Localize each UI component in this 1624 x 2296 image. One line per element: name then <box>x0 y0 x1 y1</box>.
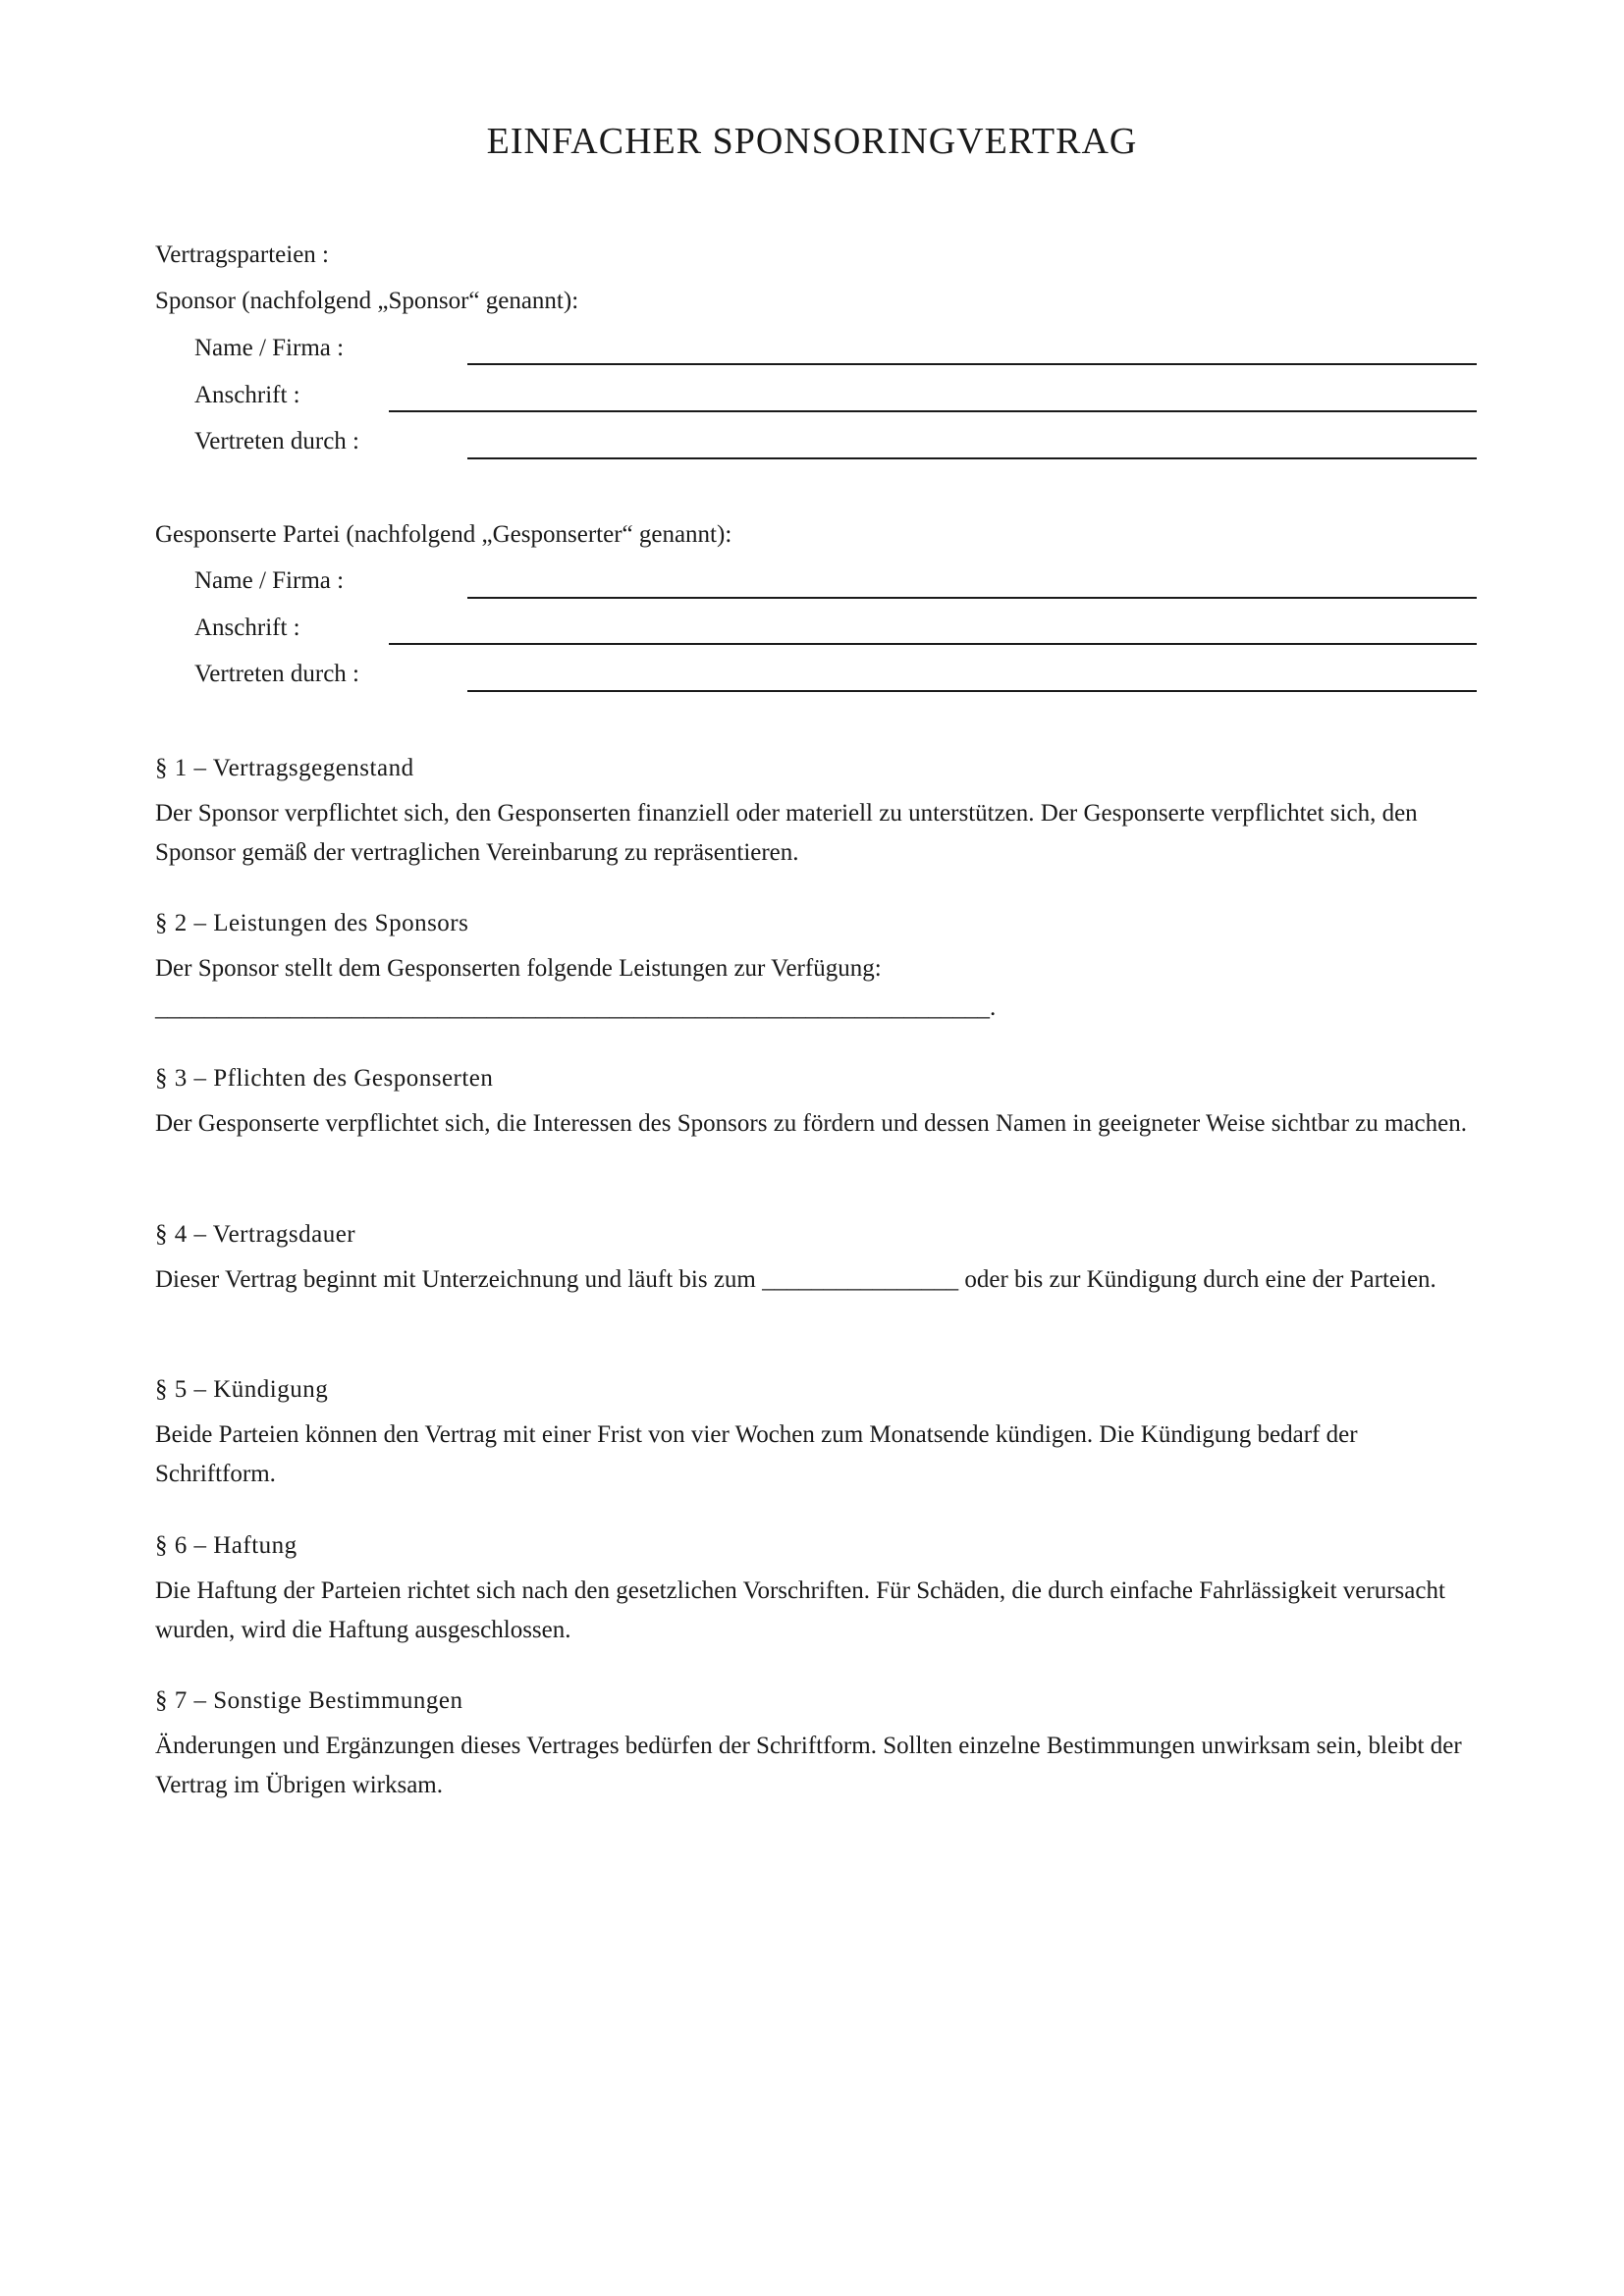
sponsored-represented-label: Vertreten durch : <box>194 661 359 687</box>
section-3-text: Der Gesponserte verpflichtet sich, die Interessen des Sponsors zu fördern und dessen Namen in geeigneter Weise sichtbar zu machen. <box>155 1110 1467 1137</box>
section-2-blank[interactable]: ____________________________________________________________________. <box>155 994 997 1021</box>
sponsor-address-field[interactable] <box>389 410 1477 412</box>
sponsored-name-field[interactable] <box>467 597 1477 599</box>
section-6-heading: § 6 – Haftung <box>155 1532 298 1559</box>
section-7-heading: § 7 – Sonstige Bestimmungen <box>155 1687 463 1714</box>
sponsor-name-label: Name / Firma : <box>194 335 345 361</box>
sponsored-name-label: Name / Firma : <box>194 567 345 594</box>
sponsor-heading: Sponsor (nachfolgend „Sponsor“ genannt): <box>155 288 579 314</box>
sponsored-heading: Gesponserte Partei (nachfolgend „Gesponserter“ genannt): <box>155 521 732 548</box>
section-1-text: Der Sponsor verpflichtet sich, den Gesponserten finanziell oder materiell zu unterstützen. Der Gesponserte verpflichtet sich, den Sponsor gemäß der vertraglichen Vereinbarung zu repräsentieren. <box>155 800 1418 866</box>
sponsored-represented-field[interactable] <box>467 690 1477 692</box>
document-title: EINFACHER SPONSORINGVERTRAG <box>486 121 1138 162</box>
section-5-text: Beide Parteien können den Vertrag mit einer Frist von vier Wochen zum Monatsende kündigen. Die Kündigung bedarf der Schriftform. <box>155 1421 1358 1487</box>
section-2-heading: § 2 – Leistungen des Sponsors <box>155 910 469 936</box>
section-5-heading: § 5 – Kündigung <box>155 1376 329 1403</box>
parties-intro: Vertragsparteien : <box>155 241 330 268</box>
section-3-heading: § 3 – Pflichten des Gesponserten <box>155 1065 494 1092</box>
section-4-text: Dieser Vertrag beginnt mit Unterzeichnung und läuft bis zum ________________ oder bis zur Kündigung durch eine der Parteien. <box>155 1266 1436 1293</box>
section-4-heading: § 4 – Vertragsdauer <box>155 1221 356 1248</box>
sponsor-name-field[interactable] <box>467 363 1477 365</box>
sponsor-address-label: Anschrift : <box>194 382 300 408</box>
section-7-text: Änderungen und Ergänzungen dieses Vertrages bedürfen der Schriftform. Sollten einzelne Bestimmungen unwirksam sein, bleibt der Vertrag im Übrigen wirksam. <box>155 1733 1462 1798</box>
section-6-text: Die Haftung der Parteien richtet sich nach den gesetzlichen Vorschriften. Für Schäden, die durch einfache Fahrlässigkeit verursacht wurden, wird die Haftung ausgeschlossen. <box>155 1577 1445 1643</box>
sponsor-represented-label: Vertreten durch : <box>194 428 359 454</box>
sponsor-represented-field[interactable] <box>467 457 1477 459</box>
sponsored-address-field[interactable] <box>389 643 1477 645</box>
section-1-heading: § 1 – Vertragsgegenstand <box>155 755 414 781</box>
sponsored-address-label: Anschrift : <box>194 614 300 641</box>
section-2-text: Der Sponsor stellt dem Gesponserten folgende Leistungen zur Verfügung: <box>155 955 882 982</box>
